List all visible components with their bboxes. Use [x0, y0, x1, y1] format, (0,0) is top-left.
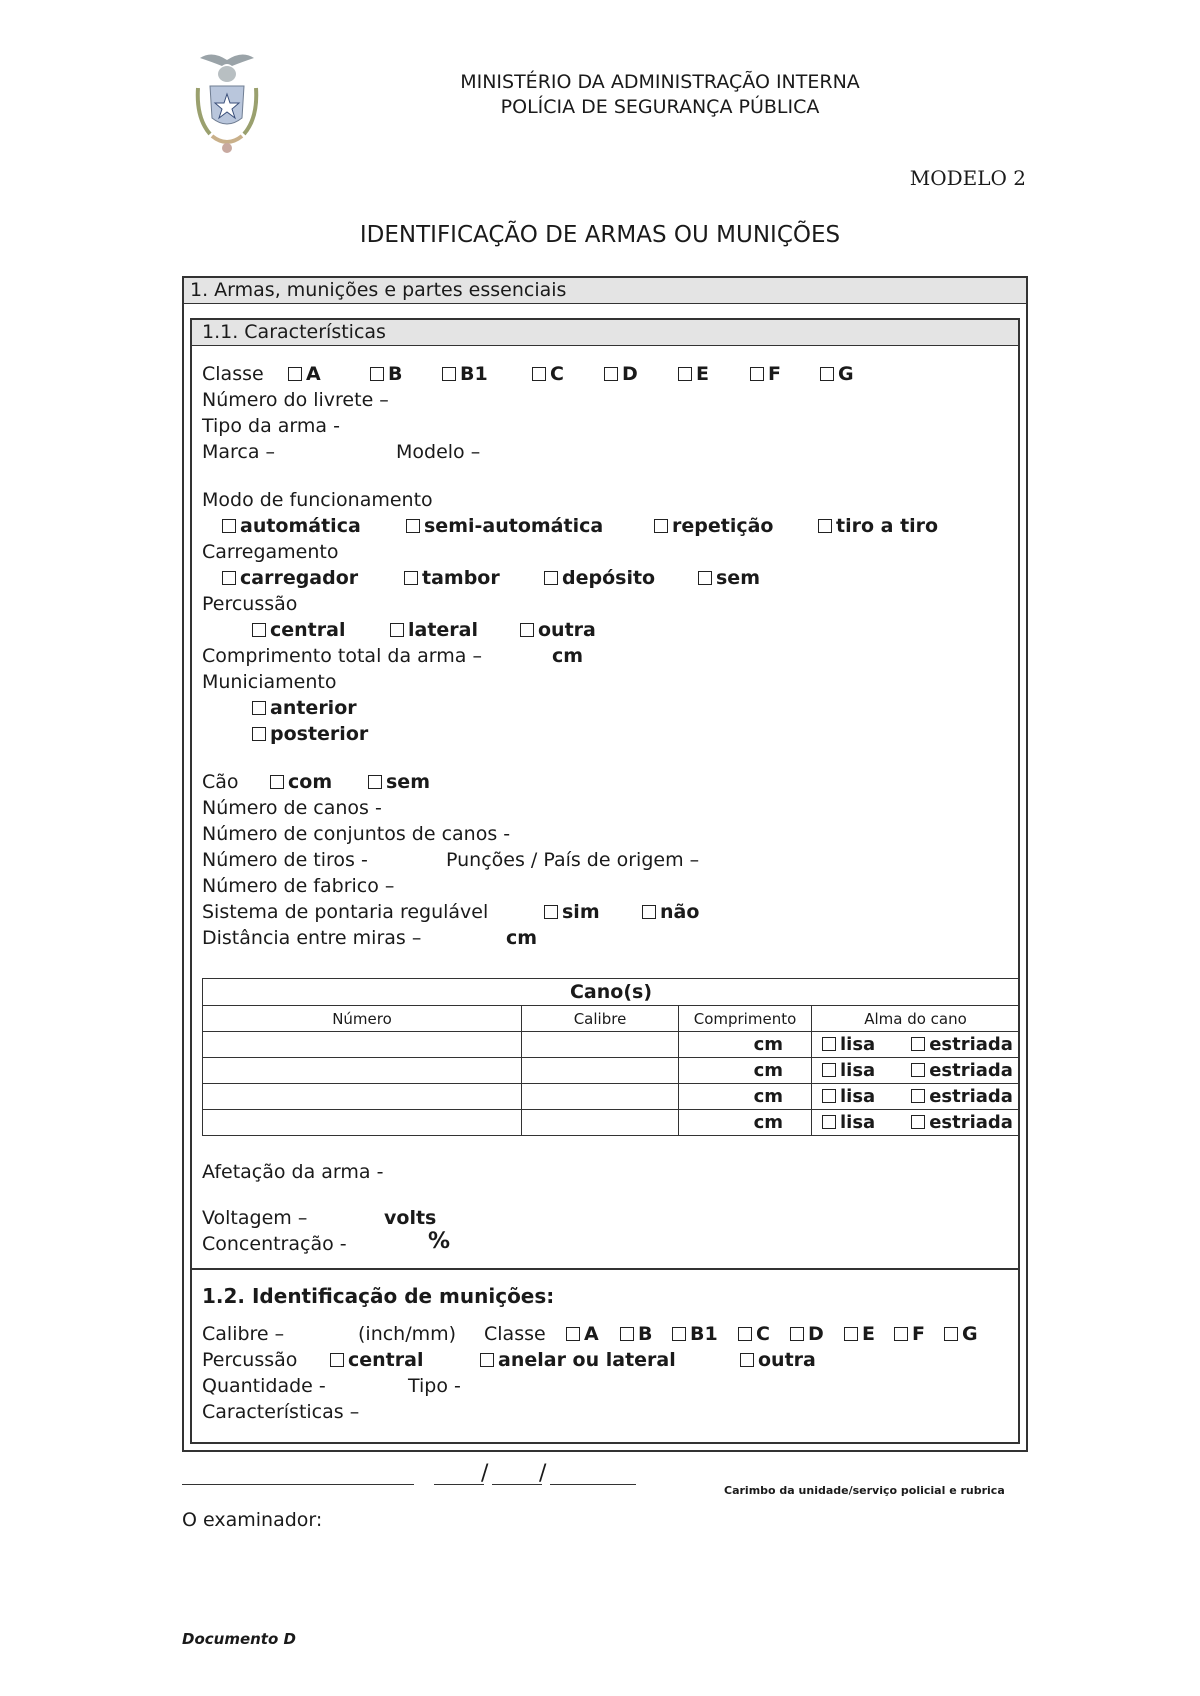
alma-cell — [812, 1084, 1020, 1110]
checkbox[interactable] — [370, 367, 384, 381]
page-title: IDENTIFICAÇÃO DE ARMAS OU MUNIÇÕES — [359, 222, 841, 248]
municoes-classe-e[interactable]: E — [844, 1322, 875, 1346]
checkbox[interactable] — [822, 1063, 836, 1077]
alma-cell — [812, 1110, 1020, 1136]
checkbox[interactable] — [911, 1089, 925, 1103]
comprimento-total-field[interactable]: Comprimento total da arma – — [202, 645, 482, 667]
checkbox[interactable] — [404, 571, 418, 585]
distancia-unit: cm — [506, 927, 538, 949]
tipo-field[interactable]: Tipo - — [408, 1375, 461, 1397]
pontaria-sim[interactable]: sim — [544, 900, 600, 924]
carregamento-carregador[interactable]: carregador — [222, 566, 358, 590]
modo-semi-automatica[interactable]: semi-automática — [406, 514, 603, 538]
checkbox[interactable] — [654, 519, 668, 533]
concentracao-unit: % — [428, 1229, 451, 1254]
alma-cell — [812, 1058, 1020, 1084]
pontaria-nao[interactable]: não — [642, 900, 699, 924]
modo-automatica[interactable]: automática — [222, 514, 361, 538]
checkbox[interactable] — [911, 1115, 925, 1129]
alma-lisa-option[interactable]: lisa — [822, 1060, 875, 1081]
puncoes-field[interactable]: Punções / País de origem – — [446, 849, 700, 871]
alma-lisa-option[interactable]: lisa — [822, 1086, 875, 1107]
calibre-cell[interactable] — [522, 1110, 679, 1136]
checkbox[interactable] — [604, 367, 618, 381]
classe-option-b1[interactable]: B1 — [442, 362, 488, 386]
municiamento-anterior[interactable]: anterior — [252, 696, 357, 720]
voltagem-unit: volts — [384, 1207, 437, 1229]
examinador-label: O examinador: — [182, 1509, 323, 1531]
date-day-line[interactable] — [434, 1484, 484, 1485]
comprimento-cell[interactable]: cm — [679, 1058, 812, 1084]
alma-lisa-option[interactable]: lisa — [822, 1112, 875, 1133]
municoes-classe-d[interactable]: D — [790, 1322, 824, 1346]
alma-estriada-option[interactable]: estriada — [911, 1112, 1013, 1133]
classe-option-b[interactable]: B — [370, 362, 402, 386]
canos-table-title: Cano(s) — [203, 979, 1020, 1006]
police-name: POLÍCIA DE SEGURANÇA PÚBLICA — [500, 96, 820, 118]
checkbox[interactable] — [480, 1353, 494, 1367]
checkbox[interactable] — [222, 519, 236, 533]
model-label: MODELO 2 — [909, 166, 1026, 190]
checkbox[interactable] — [406, 519, 420, 533]
col-comprimento: Comprimento — [679, 1006, 812, 1032]
classe-label: Classe — [202, 363, 264, 385]
concentracao-field[interactable]: Concentração - — [202, 1233, 347, 1255]
checkbox[interactable] — [532, 367, 546, 381]
comprimento-unit: cm — [552, 645, 584, 667]
checkbox[interactable] — [442, 367, 456, 381]
checkbox[interactable] — [750, 367, 764, 381]
checkbox[interactable] — [252, 701, 266, 715]
numero-cell[interactable] — [203, 1058, 522, 1084]
numero-conjuntos-field[interactable]: Número de conjuntos de canos - — [202, 823, 511, 845]
numero-livrete-field[interactable]: Número do livrete – — [202, 389, 389, 411]
carregamento-deposito[interactable]: depósito — [544, 566, 655, 590]
col-calibre: Calibre — [522, 1006, 679, 1032]
municoes-classe-c[interactable]: C — [738, 1322, 770, 1346]
alma-estriada-option[interactable]: estriada — [911, 1086, 1013, 1107]
section-1-2-header: 1.2. Identificação de munições: — [202, 1284, 555, 1308]
municoes-classe-b[interactable]: B — [620, 1322, 652, 1346]
calibre-cell[interactable] — [522, 1084, 679, 1110]
cao-com[interactable]: com — [270, 770, 332, 794]
modelo-field[interactable]: Modelo – — [396, 441, 481, 463]
ministry-name: MINISTÉRIO DA ADMINISTRAÇÃO INTERNA — [460, 71, 860, 93]
quantidade-field[interactable]: Quantidade - — [202, 1375, 326, 1397]
date-month-line[interactable] — [492, 1484, 542, 1485]
calibre-unit: (inch/mm) — [358, 1323, 457, 1345]
modo-label: Modo de funcionamento — [202, 489, 433, 511]
checkbox[interactable] — [822, 1115, 836, 1129]
checkbox[interactable] — [738, 1327, 752, 1341]
comprimento-cell[interactable]: cm — [679, 1110, 812, 1136]
checkbox[interactable] — [822, 1089, 836, 1103]
checkbox[interactable] — [818, 519, 832, 533]
numero-tiros-field[interactable]: Número de tiros - — [202, 849, 368, 871]
percussao-lateral[interactable]: lateral — [390, 618, 478, 642]
section-1-header: 1. Armas, munições e partes essenciais — [184, 278, 1026, 304]
checkbox[interactable] — [740, 1353, 754, 1367]
checkbox[interactable] — [672, 1327, 686, 1341]
classe-option-a[interactable]: A — [288, 362, 321, 386]
calibre-cell[interactable] — [522, 1058, 679, 1084]
classe-option-f[interactable]: F — [750, 362, 781, 386]
municoes-classe-g[interactable]: G — [944, 1322, 978, 1346]
date-year-line[interactable] — [550, 1484, 636, 1485]
date-separator-2: / — [539, 1461, 547, 1486]
checkbox[interactable] — [698, 571, 712, 585]
calibre-cell[interactable] — [522, 1032, 679, 1058]
checkbox[interactable] — [894, 1327, 908, 1341]
municiamento-label: Municiamento — [202, 671, 337, 693]
table-row — [203, 1032, 1020, 1058]
checkbox[interactable] — [368, 775, 382, 789]
municoes-percussao-central[interactable]: central — [330, 1348, 423, 1372]
signature-line[interactable] — [182, 1484, 414, 1485]
checkbox[interactable] — [520, 623, 534, 637]
classe-option-g[interactable]: G — [820, 362, 854, 386]
psp-crest-logo — [192, 48, 262, 158]
marca-field[interactable]: Marca – — [202, 441, 276, 463]
comprimento-cell[interactable]: cm — [679, 1032, 812, 1058]
municoes-classe-f[interactable]: F — [894, 1322, 925, 1346]
section-1-1-header: 1.1. Características — [192, 320, 1018, 346]
date-separator-1: / — [481, 1461, 489, 1486]
section-divider — [192, 1268, 1018, 1270]
table-row — [203, 1110, 1020, 1136]
tipo-arma-field[interactable]: Tipo da arma - — [202, 415, 340, 437]
municoes-classe-b1[interactable]: B1 — [672, 1322, 718, 1346]
distancia-miras-field[interactable]: Distância entre miras – — [202, 927, 422, 949]
checkbox[interactable] — [844, 1327, 858, 1341]
checkbox[interactable] — [822, 1037, 836, 1051]
checkbox[interactable] — [390, 623, 404, 637]
percussao-central[interactable]: central — [252, 618, 345, 642]
numero-fabrico-field[interactable]: Número de fabrico – — [202, 875, 395, 897]
checkbox[interactable] — [566, 1327, 580, 1341]
comprimento-cell[interactable]: cm — [679, 1084, 812, 1110]
checkbox[interactable] — [820, 367, 834, 381]
classe-option-e[interactable]: E — [678, 362, 709, 386]
alma-cell — [812, 1032, 1020, 1058]
checkbox[interactable] — [944, 1327, 958, 1341]
numero-cell[interactable] — [203, 1032, 522, 1058]
municoes-classe-a[interactable]: A — [566, 1322, 599, 1346]
carregamento-sem[interactable]: sem — [698, 566, 760, 590]
col-alma-do-cano: Alma do cano — [812, 1006, 1020, 1032]
percussao-outra[interactable]: outra — [520, 618, 596, 642]
cao-label: Cão — [202, 771, 239, 793]
municoes-classe-label: Classe — [484, 1323, 546, 1345]
checkbox[interactable] — [330, 1353, 344, 1367]
municiamento-posterior[interactable]: posterior — [252, 722, 368, 746]
carregamento-tambor[interactable]: tambor — [404, 566, 500, 590]
pontaria-label: Sistema de pontaria regulável — [202, 901, 489, 923]
alma-estriada-option[interactable]: estriada — [911, 1060, 1013, 1081]
numero-canos-field[interactable]: Número de canos - — [202, 797, 382, 819]
document-id: Documento D — [182, 1630, 296, 1648]
modo-repeticao[interactable]: repetição — [654, 514, 773, 538]
checkbox[interactable] — [911, 1063, 925, 1077]
canos-table — [202, 978, 1020, 1136]
carregamento-label: Carregamento — [202, 541, 339, 563]
col-numero: Número — [203, 1006, 522, 1032]
alma-estriada-option[interactable]: estriada — [911, 1034, 1013, 1055]
municoes-percussao-outra[interactable]: outra — [740, 1348, 816, 1372]
checkbox[interactable] — [544, 571, 558, 585]
municoes-percussao-label: Percussão — [202, 1349, 298, 1371]
checkbox[interactable] — [620, 1327, 634, 1341]
stamp-caption: Carimbo da unidade/serviço policial e rubrica — [724, 1484, 1005, 1497]
percussao-label: Percussão — [202, 593, 298, 615]
checkbox[interactable] — [252, 623, 266, 637]
table-row — [203, 1058, 1020, 1084]
cao-sem[interactable]: sem — [368, 770, 430, 794]
classe-option-d[interactable]: D — [604, 362, 638, 386]
caracteristicas-field[interactable]: Características – — [202, 1401, 360, 1423]
municoes-percussao-anelar[interactable]: anelar ou lateral — [480, 1348, 676, 1372]
table-row — [203, 1084, 1020, 1110]
checkbox[interactable] — [222, 571, 236, 585]
checkbox[interactable] — [678, 367, 692, 381]
afetacao-field[interactable]: Afetação da arma - — [202, 1161, 384, 1183]
checkbox[interactable] — [642, 905, 656, 919]
numero-cell[interactable] — [203, 1110, 522, 1136]
classe-option-c[interactable]: C — [532, 362, 564, 386]
checkbox[interactable] — [270, 775, 284, 789]
checkbox[interactable] — [252, 727, 266, 741]
checkbox[interactable] — [288, 367, 302, 381]
checkbox[interactable] — [790, 1327, 804, 1341]
numero-cell[interactable] — [203, 1084, 522, 1110]
checkbox[interactable] — [544, 905, 558, 919]
checkbox[interactable] — [911, 1037, 925, 1051]
modo-tiro-a-tiro[interactable]: tiro a tiro — [818, 514, 938, 538]
voltagem-field[interactable]: Voltagem – — [202, 1207, 308, 1229]
alma-lisa-option[interactable]: lisa — [822, 1034, 875, 1055]
calibre-field[interactable]: Calibre – — [202, 1323, 285, 1345]
